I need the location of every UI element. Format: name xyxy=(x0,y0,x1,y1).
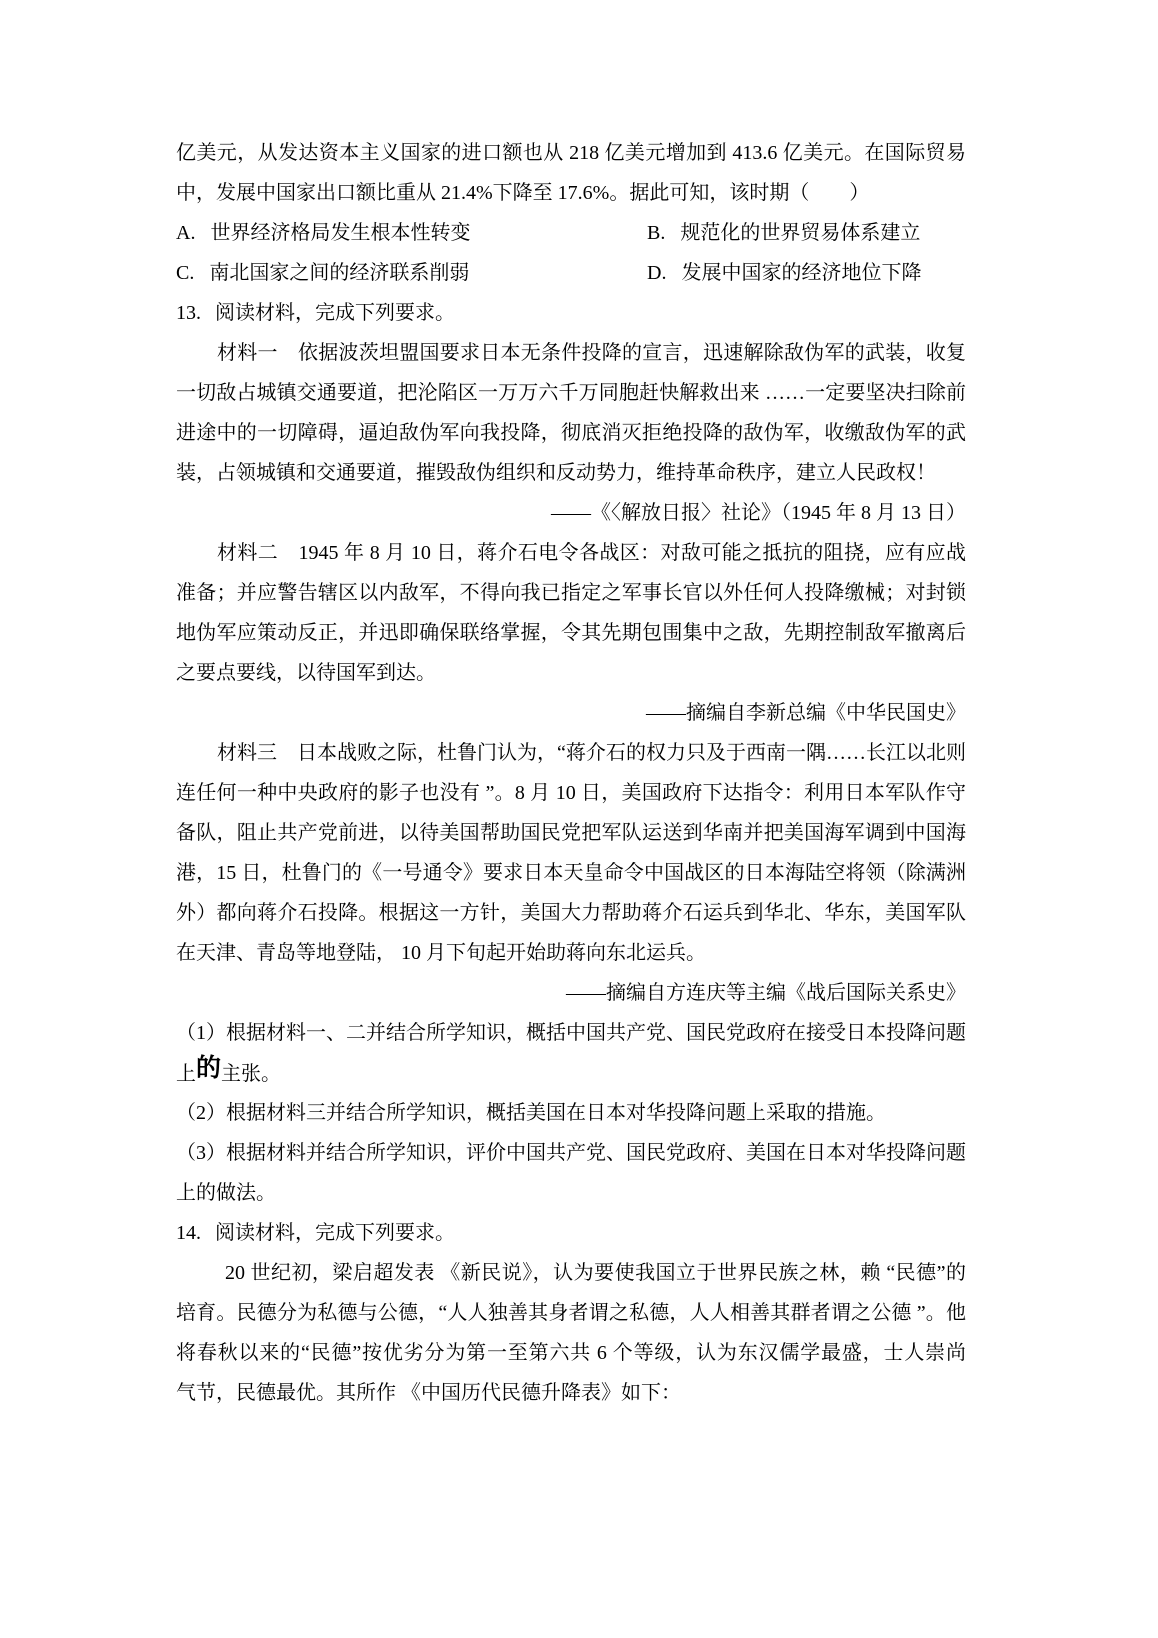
q12-options-row-ab xyxy=(176,213,966,253)
q13-sub1-pre: 上 xyxy=(176,1063,196,1085)
q13-sub3-line-2: 上的做法。 xyxy=(176,1182,276,1204)
q13-sub1-line-1: （1）根据材料一、二并结合所学知识，概括中国共产党、国民党政府在接受日本投降问题 xyxy=(176,1022,966,1044)
q13-material2-line: 材料二 1945 年 8 月 10 日，蒋介石电令各战区：对敌可能之抵抗的阻挠，应有应战 xyxy=(217,542,966,564)
q13-material3-line: 连任何一种中央政府的影子也没有 ”。8 月 10 日，美国政府下达指令：利用日本军队作守 xyxy=(176,782,966,804)
q13-material1-citation: ——《〈解放日报〉社论》（1945 年 8 月 13 日） xyxy=(551,502,966,524)
q12-stem-line-1: 亿美元，从发达资本主义国家的进口额也从 218 亿美元增加到 413.6 亿美元。在国际贸易 xyxy=(176,142,966,164)
q12-option-d xyxy=(647,253,921,293)
q14-body-line: 培育。民德分为私德与公德，“人人独善其身者谓之私德，人人相善其群者谓之公德 ”。他 xyxy=(176,1302,966,1324)
q13-material2-line: 准备；并应警告辖区以内敌军，不得向我已指定之军事长官以外任何人投降缴械；对封锁 xyxy=(176,582,966,604)
q13-sub1-bold-char: 的 xyxy=(196,1055,222,1082)
q14-body-line: 气节，民德最优。其所作 《中国历代民德升降表》如下： xyxy=(176,1382,681,1404)
q14-number: 14. xyxy=(176,1222,201,1244)
q12-options-row-cd xyxy=(176,253,966,293)
q13-material2-line: 之要点要线，以待国军到达。 xyxy=(176,662,436,684)
q13-header xyxy=(176,293,966,333)
q13-material3-line: 备队，阻止共产党前进，以待美国帮助国民党把军队运送到华南并把美国海军调到中国海 xyxy=(176,822,966,844)
q12-option-b-text: 规范化的世界贸易体系建立 xyxy=(680,222,921,244)
q14-prompt: 阅读材料，完成下列要求。 xyxy=(215,1222,455,1244)
q13-material3-line: 材料三 日本战败之际，杜鲁门认为，“蒋介石的权力只及于西南一隅……长江以北则 xyxy=(217,742,966,764)
q13-sub1-post: 主张。 xyxy=(221,1063,282,1085)
q12-option-a-label: A. xyxy=(176,222,196,244)
q12-option-c-text: 南北国家之间的经济联系削弱 xyxy=(209,262,470,284)
q14-body-line: 将春秋以来的“民德”按优劣分为第一至第六共 6 个等级，认为东汉儒学最盛，士人崇尚 xyxy=(176,1342,966,1364)
q13-sub2-line: （2）根据材料三并结合所学知识，概括美国在日本对华投降问题上采取的措施。 xyxy=(176,1102,886,1124)
q13-material1-line: 材料一 依据波茨坦盟国要求日本无条件投降的宣言，迅速解除敌伪军的武装，收复 xyxy=(217,342,966,364)
q13-prompt: 阅读材料，完成下列要求。 xyxy=(215,302,455,324)
q12-option-a-text: 世界经济格局发生根本性转变 xyxy=(210,222,471,244)
q13-material3-citation: ——摘编自方连庆等主编《战后国际关系史》 xyxy=(566,982,966,1004)
q14-header xyxy=(176,1213,966,1253)
q12-option-b-label: B. xyxy=(647,222,666,244)
q13-material1-line: 一切敌占城镇交通要道，把沦陷区一万万六千万同胞赶快解救出来 ……一定要坚决扫除前 xyxy=(176,382,966,404)
q14-body-line: 20 世纪初，梁启超发表 《新民说》，认为要使我国立于世界民族之林，赖 “民德”的 xyxy=(225,1262,966,1284)
q13-material2-citation: ——摘编自李新总编《中华民国史》 xyxy=(646,702,966,724)
q13-material2-line: 地伪军应策动反正，并迅即确保联络掌握，令其先期包围集中之敌，先期控制敌军撤离后 xyxy=(176,622,966,644)
q12-option-a xyxy=(176,213,647,253)
q13-sub1-line-2 xyxy=(176,1053,966,1093)
q13-material3-line: 港，15 日，杜鲁门的《一号通令》要求日本天皇命令中国战区的日本海陆空将领（除满洲 xyxy=(176,862,966,884)
q13-material1-line: 装，占领城镇和交通要道，摧毁敌伪组织和反动势力，维持革命秩序，建立人民政权！ xyxy=(176,462,936,484)
q13-sub3-line-1: （3）根据材料并结合所学知识，评价中国共产党、国民党政府、美国在日本对华投降问题 xyxy=(176,1142,966,1164)
q12-stem-line-2: 中，发展中国家出口额比重从 21.4%下降至 17.6%。据此可知，该时期（ ） xyxy=(176,182,870,204)
exam-page xyxy=(176,0,966,1413)
q12-option-b xyxy=(647,213,920,253)
q13-material3-line: 外）都向蒋介石投降。根据这一方针，美国大力帮助蒋介石运兵到华北、华东，美国军队 xyxy=(176,902,966,924)
q12-option-d-text: 发展中国家的经济地位下降 xyxy=(681,262,922,284)
q12-option-c-label: C. xyxy=(176,262,195,284)
q13-material3-line: 在天津、青岛等地登陆， 10 月下旬起开始助蒋向东北运兵。 xyxy=(176,942,706,964)
q12-option-d-label: D. xyxy=(647,262,667,284)
q12-option-c xyxy=(176,253,647,293)
q13-number: 13. xyxy=(176,302,201,324)
q13-material1-line: 进途中的一切障碍，逼迫敌伪军向我投降，彻底消灭拒绝投降的敌伪军，收缴敌伪军的武 xyxy=(176,422,966,444)
